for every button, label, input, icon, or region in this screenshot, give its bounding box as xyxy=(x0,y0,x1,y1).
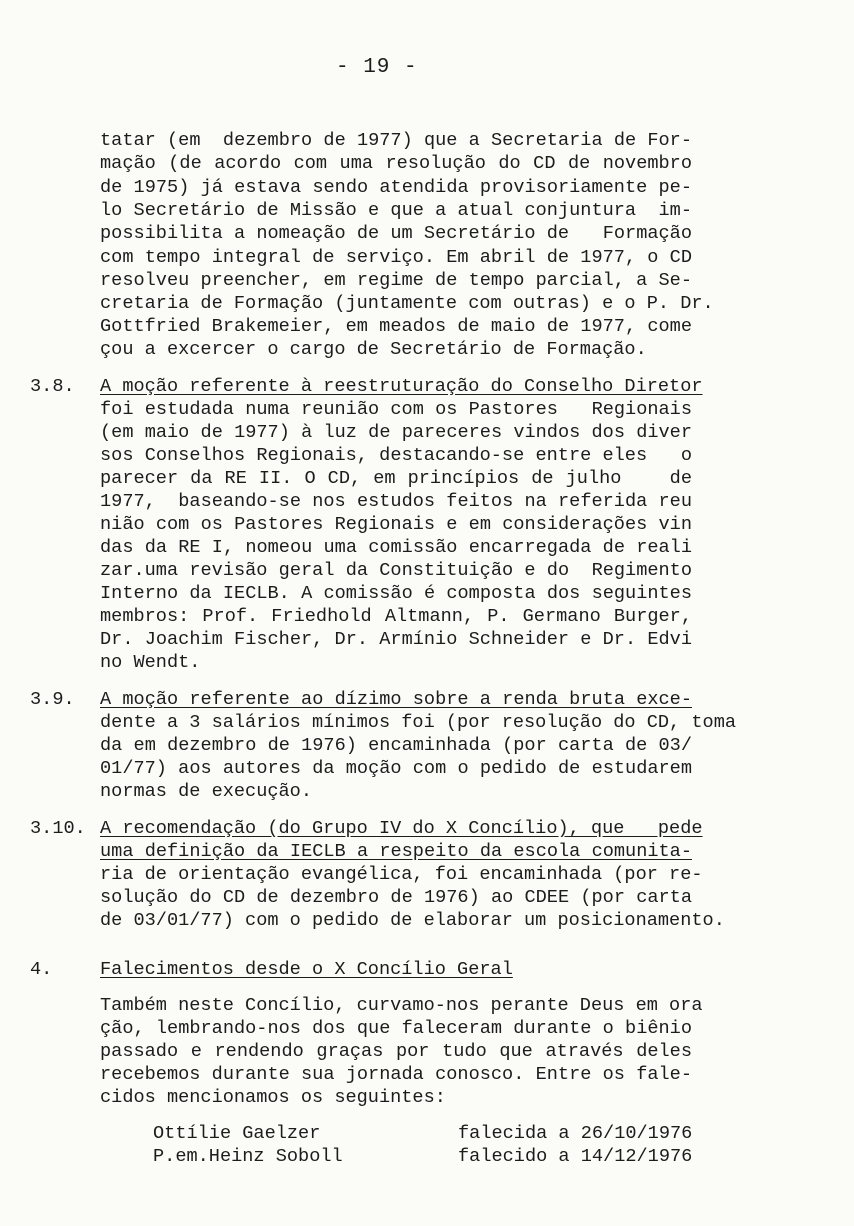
deceased-date: falecido a 14/12/1976 xyxy=(458,1146,693,1167)
text-line: ção, lembrando-nos dos que faleceram durante o biênio xyxy=(100,1018,692,1039)
text-line: dente a 3 salários mínimos foi (por resolução do CD, toma xyxy=(100,712,737,733)
text-line: parecer da RE II. O CD, em princípios de julho de xyxy=(100,468,692,489)
text-line: tatar (em dezembro de 1977) que a Secretaria de For- xyxy=(100,130,692,151)
section-number: 4. xyxy=(30,959,53,980)
section-heading-line: A moção referente ao dízimo sobre a renda bruta exce- xyxy=(100,689,692,710)
section-heading-line: uma definição da IECLB a respeito da escola comunita- xyxy=(100,841,692,862)
text-line: 1977, baseando-se nos estudos feitos na referida reu xyxy=(100,491,692,512)
text-line: das da RE I, nomeou uma comissão encarregada de reali xyxy=(100,537,692,558)
text-line: com tempo integral de serviço. Em abril de 1977, o CD xyxy=(100,247,692,268)
text-line: possibilita a nomeação de um Secretário de Formação xyxy=(100,223,692,244)
text-line: normas de execução. xyxy=(100,781,313,802)
text-line: zar.uma revisão geral da Constituição e do Regimento xyxy=(100,560,692,581)
text-line: foi estudada numa reunião com os Pastores Regionais xyxy=(100,399,692,420)
text-line: çou a excercer o cargo de Secretário de Formação. xyxy=(100,339,647,360)
text-line: passado e rendendo graças por tudo que através deles xyxy=(100,1041,692,1062)
text-line: Dr. Joachim Fischer, Dr. Armínio Schneider e Dr. Edvi xyxy=(100,629,692,650)
text-line: (em maio de 1977) à luz de pareceres vindos dos diver xyxy=(100,422,692,443)
deceased-name: P.em.Heinz Soboll xyxy=(153,1146,343,1167)
text-line: lo Secretário de Missão e que a atual conjuntura im- xyxy=(100,200,692,221)
deceased-date: falecida a 26/10/1976 xyxy=(458,1123,693,1144)
section-number: 3.9. xyxy=(30,689,75,710)
text-line: da em dezembro de 1976) encaminhada (por carta de 03/ xyxy=(100,735,692,756)
text-line: membros: Prof. Friedhold Altmann, P. Germano Burger, xyxy=(100,606,692,627)
text-line: de 03/01/77) com o pedido de elaborar um posicionamento. xyxy=(100,910,725,931)
text-line: cidos mencionamos os seguintes: xyxy=(100,1087,446,1108)
text-line: solução do CD de dezembro de 1976) ao CDEE (por carta xyxy=(100,887,692,908)
section-heading-line: A moção referente à reestruturação do Conselho Diretor xyxy=(100,376,703,397)
text-line: sos Conselhos Regionais, destacando-se entre eles o xyxy=(100,445,692,466)
section-heading: Falecimentos desde o X Concílio Geral xyxy=(100,959,513,980)
text-line: 01/77) aos autores da moção com o pedido de estudarem xyxy=(100,758,692,779)
deceased-name: Ottílie Gaelzer xyxy=(153,1123,321,1144)
text-line: nião com os Pastores Regionais e em considerações vin xyxy=(100,514,692,535)
text-line: de 1975) já estava sendo atendida provisoriamente pe- xyxy=(100,177,692,198)
text-line: recebemos durante sua jornada conosco. Entre os fale- xyxy=(100,1064,692,1085)
section-number: 3.8. xyxy=(30,376,75,397)
text-line: cretaria de Formação (juntamente com outras) e o P. Dr. xyxy=(100,293,714,314)
section-number: 3.10. xyxy=(30,818,86,839)
text-line: resolveu preencher, em regime de tempo parcial, a Se- xyxy=(100,270,692,291)
text-line: Também neste Concílio, curvamo-nos perante Deus em ora xyxy=(100,995,703,1016)
text-line: Gottfried Brakemeier, em meados de maio de 1977, come xyxy=(100,316,692,337)
page-number: - 19 - xyxy=(336,56,418,79)
text-line: mação (de acordo com uma resolução do CD de novembro xyxy=(100,153,692,174)
text-line: Interno da IECLB. A comissão é composta dos seguintes xyxy=(100,583,692,604)
section-heading-line: A recomendação (do Grupo IV do X Concílio), que pede xyxy=(100,818,703,839)
text-line: ria de orientação evangélica, foi encaminhada (por re- xyxy=(100,864,703,885)
text-line: no Wendt. xyxy=(100,652,201,673)
